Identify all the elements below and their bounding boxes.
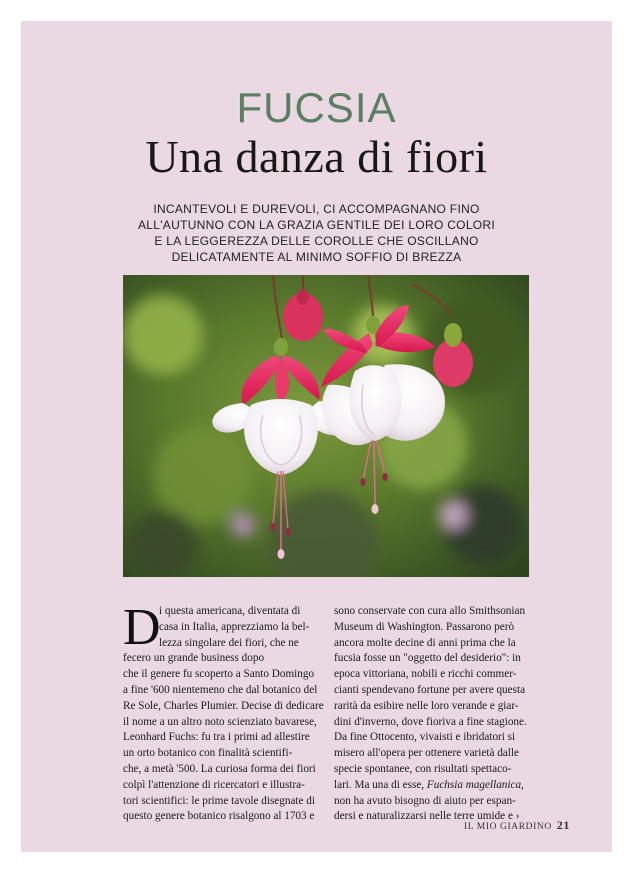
- text-line: casa in Italia, apprezziamo la bel-: [159, 620, 310, 633]
- page-folio: [464, 818, 570, 833]
- text-line: epoca vittoriana, nobili e ricchi commer-: [334, 668, 517, 681]
- standfirst-line: INCANTEVOLI E DUREVOLI, CI ACCOMPAGNANO FINO: [153, 202, 480, 216]
- text-line: a fine '600 nientemeno che dal botanico del: [123, 683, 318, 696]
- text-line: fecero un grande business dopo: [123, 652, 265, 665]
- text-line: cianti spendevano fortune per avere questa: [334, 683, 526, 696]
- text-line: non ha avuto bisogno di aiuto per espan-: [334, 794, 516, 807]
- text-line: che, a metà '500. La curiosa forma dei fiori: [123, 762, 316, 775]
- text-line: tori scientifici: le prime tavole disegnate di: [123, 794, 315, 807]
- text-line: il nome a un altro noto scienziato bavarese,: [123, 715, 317, 728]
- text-line: ancora molte decine di anni prima che la: [334, 636, 516, 649]
- text-line: sono conservate con cura allo Smithsonian: [334, 605, 526, 617]
- text-line: che il genere fu scoperto a Santo Domingo: [123, 668, 315, 681]
- drop-cap: D: [123, 599, 161, 656]
- text-line: Da fine Ottocento, vivaisti e ibridatori si: [334, 731, 516, 744]
- text-line: dini d'inverno, dove fioriva a fine stagione.: [334, 715, 527, 728]
- text-line: rarità da esibire nelle loro verande e giar-: [334, 699, 519, 712]
- fuchsia-illustration: [123, 275, 529, 577]
- magazine-name: IL MIO GIARDINO: [464, 822, 552, 832]
- text-line: specie spontanee, con risultati spettaco-: [334, 762, 512, 775]
- text-line: misero all'opera per ottenere varietà dalle: [334, 747, 519, 760]
- text-line: fucsia fosse un "oggetto del desiderio": in: [334, 652, 521, 665]
- text-line: Museum di Washington. Passarono però: [334, 620, 515, 633]
- page-number: 21: [556, 818, 570, 832]
- text-line: i questa americana, diventata di: [159, 605, 301, 617]
- standfirst-line: DELICATAMENTE AL MINIMO SOFFIO DI BREZZA: [171, 250, 462, 264]
- text-line: Re Sole, Charles Plumier. Decise di dedicare: [123, 699, 324, 712]
- text-line: questo genere botanico risalgono al 1703 e: [123, 810, 315, 823]
- standfirst-line: E LA LEGGEREZZA DELLE COROLLE CHE OSCILLANO: [154, 234, 479, 248]
- text-line: [334, 778, 530, 794]
- section-kicker: FUCSIA: [236, 84, 397, 131]
- text-line: un orto botanico con finalità scientifi-: [123, 747, 293, 760]
- standfirst: [101, 201, 532, 265]
- continue-mark: ›: [515, 810, 520, 823]
- text-fragment: dersi e naturalizzarsi nelle terre umide e: [334, 810, 513, 823]
- article-column-2: [334, 604, 530, 825]
- text-line: Leonhard Fuchs: fu tra i primi ad allestire: [123, 731, 310, 744]
- article-headline: Una danza di fiori: [145, 131, 488, 182]
- text-fragment: lari. Ma una di esse,: [334, 778, 425, 791]
- fuchsia-photo: [123, 275, 529, 577]
- species-name: Fuchsia magellanica,: [426, 778, 524, 791]
- text-line: colpì l'attenzione di ricercatori e illustra-: [123, 778, 305, 791]
- text-line: lezza singolare dei fiori, che ne: [159, 636, 299, 649]
- magazine-page: [21, 21, 612, 852]
- article-column-1: [123, 599, 324, 825]
- standfirst-line: ALL'AUTUNNO CON LA GRAZIA GENTILE DEI LORO COLORI: [137, 218, 496, 232]
